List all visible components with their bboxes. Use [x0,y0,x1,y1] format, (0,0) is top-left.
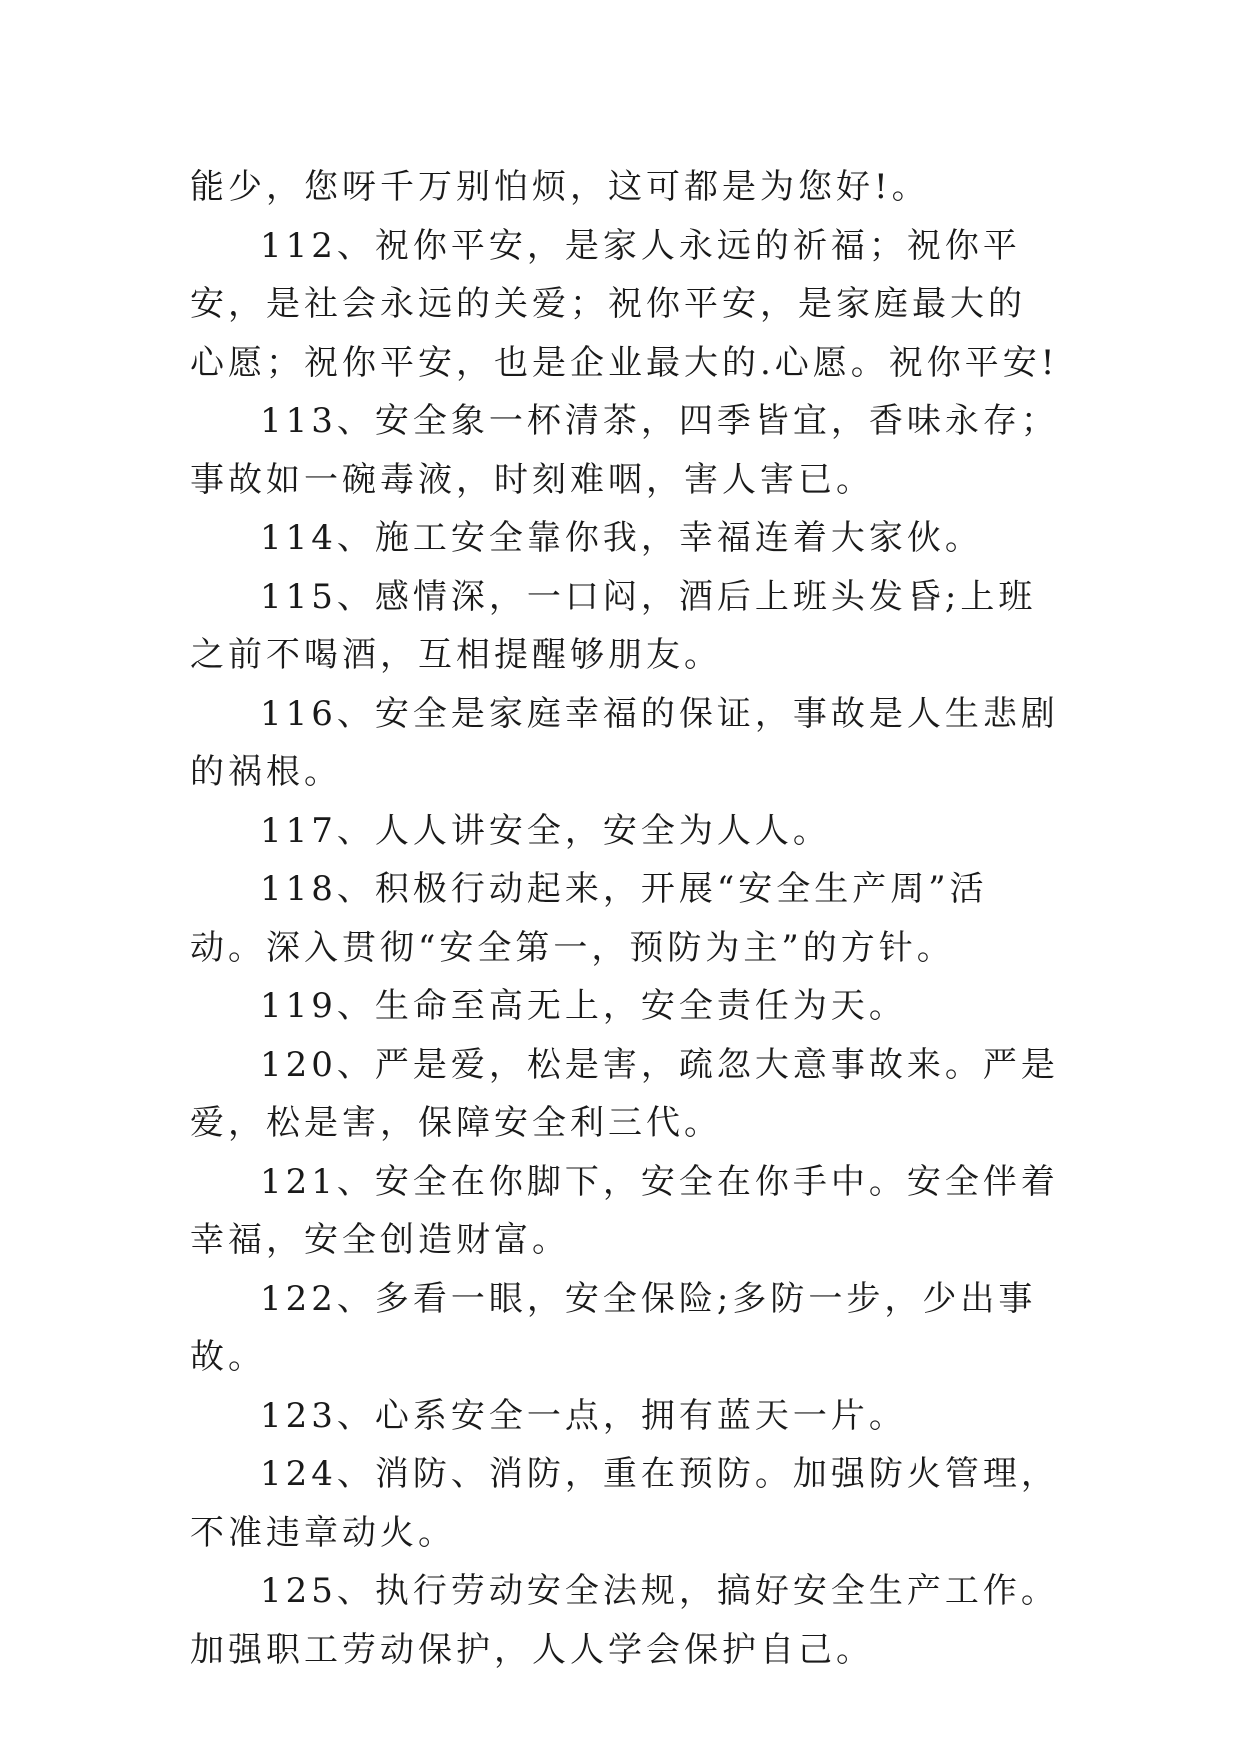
paragraph-item-112: 112、祝你平安，是家人永远的祈福；祝你平安，是社会永远的关爱；祝你平安，是家庭最大的心愿；祝你平安，也是企业最大的.心愿。祝你平安! [190,225,1059,383]
paragraph-item-119: 119、生命至高无上，安全责任为天。 [260,986,907,1026]
paragraph-item-124: 124、消防、消防，重在预防。加强防火管理，不准违章动火。 [190,1454,1059,1553]
paragraph-item-123: 123、心系安全一点，拥有蓝天一片。 [260,1395,907,1436]
paragraph-item-120: 120、严是爱，松是害，疏忽大意事故来。严是爱，松是害，保障安全利三代。 [190,1044,1059,1143]
paragraph-item-114: 114、施工安全靠你我，幸福连着大家伙。 [260,518,983,558]
paragraph-item-115: 115、感情深，一口闷，酒后上班头发昏;上班之前不喝酒，互相提醒够朋友。 [190,576,1037,675]
paragraph-item-122: 122、多看一眼，安全保险;多防一步，少出事故。 [190,1278,1037,1377]
document-body [190,158,1062,1679]
paragraph-item-121: 121、安全在你脚下，安全在你手中。安全伴着幸福，安全创造财富。 [190,1161,1059,1260]
paragraph-item-117: 117、人人讲安全，安全为人人。 [260,810,831,851]
paragraph-item-113: 113、安全象一杯清茶，四季皆宜，香味永存；事故如一碗毒液，时刻难咽，害人害已。 [190,401,1059,500]
paragraph-continuation: 能少，您呀千万别怕烦，这可都是为您好!。 [190,167,930,207]
paragraph-item-118: 118、积极行动起来，开展“安全生产周”活动。深入贯彻“安全第一，预防为主”的方针。 [190,869,988,968]
paragraph-item-116: 116、安全是家庭幸福的保证，事故是人生悲剧的祸根。 [190,693,1059,792]
paragraph-item-125: 125、执行劳动安全法规，搞好安全生产工作。加强职工劳动保护，人人学会保护自己。 [190,1571,1059,1670]
